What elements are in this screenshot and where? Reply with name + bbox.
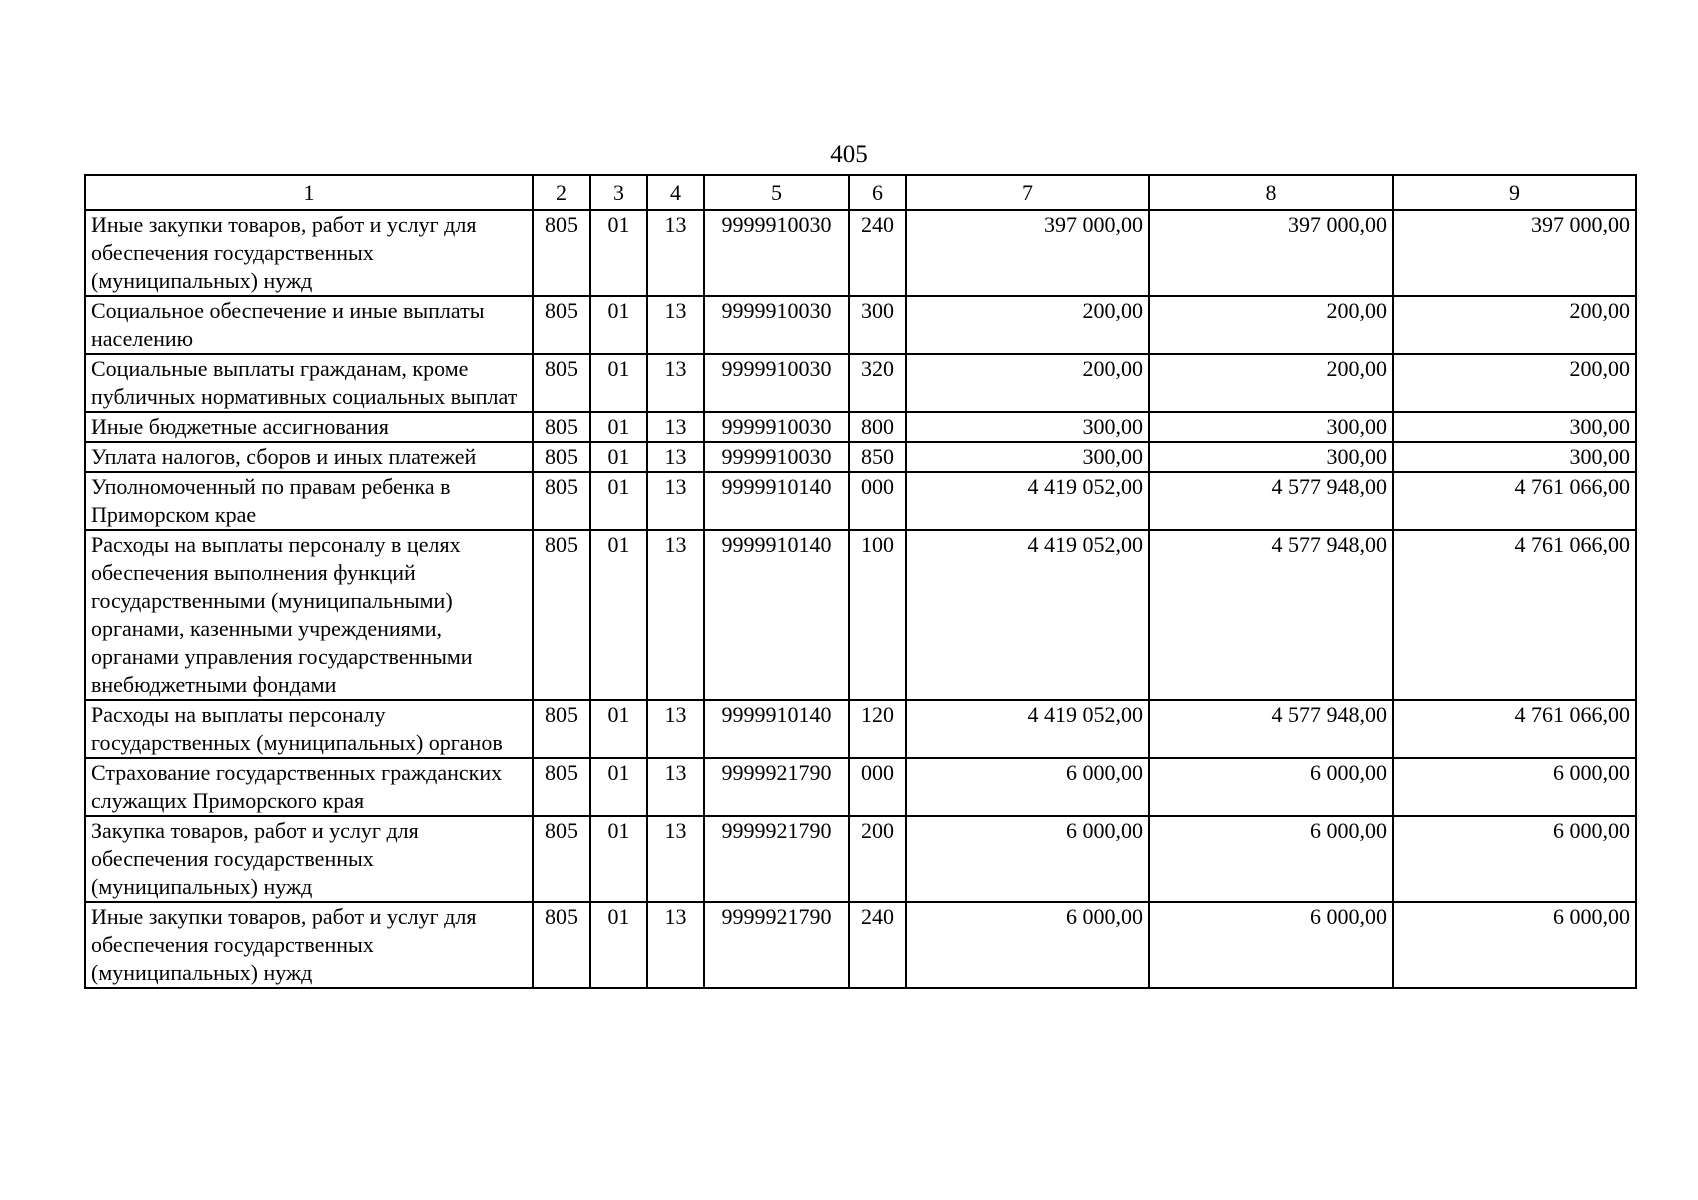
code-cell: 13 — [647, 442, 704, 472]
table-row — [85, 902, 1636, 988]
code-cell: 100 — [849, 530, 906, 700]
code-cell: 9999921790 — [704, 816, 849, 902]
amount-cell: 397 000,00 — [906, 210, 1149, 296]
budget-table — [84, 174, 1637, 989]
code-cell: 805 — [533, 442, 590, 472]
table-row — [85, 412, 1636, 442]
code-cell: 000 — [849, 472, 906, 530]
code-cell: 13 — [647, 472, 704, 530]
row-name: Иные бюджетные ассигнования — [85, 412, 533, 442]
code-cell: 01 — [590, 530, 647, 700]
amount-cell: 4 577 948,00 — [1149, 530, 1393, 700]
code-cell: 13 — [647, 758, 704, 816]
page-number: 405 — [830, 141, 868, 168]
amount-cell: 4 419 052,00 — [906, 700, 1149, 758]
code-cell: 805 — [533, 902, 590, 988]
amount-cell: 300,00 — [1149, 412, 1393, 442]
code-cell: 805 — [533, 354, 590, 412]
code-cell: 9999910140 — [704, 530, 849, 700]
row-name: Расходы на выплаты персоналу в целях обеспечения выполнения функций государственными (муниципальными) органами, казенными учреждениями, органами управления государственными внебюджетными фондами — [85, 530, 533, 700]
code-cell: 13 — [647, 354, 704, 412]
code-cell: 01 — [590, 700, 647, 758]
header-cell: 2 — [533, 175, 590, 210]
code-cell: 9999910030 — [704, 296, 849, 354]
table-row — [85, 354, 1636, 412]
row-name: Расходы на выплаты персоналу государственных (муниципальных) органов — [85, 700, 533, 758]
code-cell: 805 — [533, 530, 590, 700]
amount-cell: 397 000,00 — [1149, 210, 1393, 296]
table-row — [85, 442, 1636, 472]
header-cell: 9 — [1393, 175, 1636, 210]
row-name: Уплата налогов, сборов и иных платежей — [85, 442, 533, 472]
code-cell: 9999910140 — [704, 700, 849, 758]
amount-cell: 200,00 — [1149, 354, 1393, 412]
amount-cell: 6 000,00 — [1149, 902, 1393, 988]
amount-cell: 200,00 — [906, 354, 1149, 412]
code-cell: 120 — [849, 700, 906, 758]
code-cell: 13 — [647, 902, 704, 988]
code-cell: 01 — [590, 816, 647, 902]
amount-cell: 397 000,00 — [1393, 210, 1636, 296]
row-name: Иные закупки товаров, работ и услуг для обеспечения государственных (муниципальных) нужд — [85, 902, 533, 988]
code-cell: 13 — [647, 210, 704, 296]
code-cell: 01 — [590, 210, 647, 296]
header-row — [85, 175, 1636, 210]
code-cell: 9999910140 — [704, 472, 849, 530]
amount-cell: 6 000,00 — [906, 902, 1149, 988]
code-cell: 800 — [849, 412, 906, 442]
code-cell: 13 — [647, 700, 704, 758]
header-cell: 3 — [590, 175, 647, 210]
code-cell: 805 — [533, 700, 590, 758]
code-cell: 9999910030 — [704, 412, 849, 442]
code-cell: 13 — [647, 530, 704, 700]
table-row — [85, 816, 1636, 902]
code-cell: 805 — [533, 412, 590, 442]
header-cell: 1 — [85, 175, 533, 210]
table-row — [85, 758, 1636, 816]
table-row — [85, 700, 1636, 758]
amount-cell: 6 000,00 — [1393, 816, 1636, 902]
code-cell: 320 — [849, 354, 906, 412]
code-cell: 01 — [590, 758, 647, 816]
code-cell: 9999910030 — [704, 354, 849, 412]
table-row — [85, 472, 1636, 530]
header-cell: 5 — [704, 175, 849, 210]
row-name: Социальное обеспечение и иные выплаты населению — [85, 296, 533, 354]
header-cell: 6 — [849, 175, 906, 210]
amount-cell: 4 761 066,00 — [1393, 472, 1636, 530]
code-cell: 200 — [849, 816, 906, 902]
code-cell: 9999910030 — [704, 442, 849, 472]
code-cell: 850 — [849, 442, 906, 472]
amount-cell: 6 000,00 — [906, 758, 1149, 816]
code-cell: 13 — [647, 816, 704, 902]
code-cell: 13 — [647, 296, 704, 354]
amount-cell: 300,00 — [906, 442, 1149, 472]
amount-cell: 300,00 — [1393, 442, 1636, 472]
amount-cell: 4 577 948,00 — [1149, 472, 1393, 530]
code-cell: 9999910030 — [704, 210, 849, 296]
code-cell: 805 — [533, 758, 590, 816]
row-name: Закупка товаров, работ и услуг для обеспечения государственных (муниципальных) нужд — [85, 816, 533, 902]
amount-cell: 6 000,00 — [1149, 758, 1393, 816]
amount-cell: 4 419 052,00 — [906, 472, 1149, 530]
amount-cell: 200,00 — [1393, 296, 1636, 354]
code-cell: 805 — [533, 472, 590, 530]
code-cell: 01 — [590, 442, 647, 472]
code-cell: 805 — [533, 296, 590, 354]
code-cell: 01 — [590, 472, 647, 530]
code-cell: 9999921790 — [704, 902, 849, 988]
amount-cell: 4 419 052,00 — [906, 530, 1149, 700]
amount-cell: 4 577 948,00 — [1149, 700, 1393, 758]
code-cell: 300 — [849, 296, 906, 354]
amount-cell: 200,00 — [1149, 296, 1393, 354]
amount-cell: 200,00 — [1393, 354, 1636, 412]
row-name: Иные закупки товаров, работ и услуг для обеспечения государственных (муниципальных) нужд — [85, 210, 533, 296]
amount-cell: 6 000,00 — [1393, 758, 1636, 816]
amount-cell: 6 000,00 — [906, 816, 1149, 902]
amount-cell: 6 000,00 — [1149, 816, 1393, 902]
code-cell: 13 — [647, 412, 704, 442]
code-cell: 000 — [849, 758, 906, 816]
code-cell: 9999921790 — [704, 758, 849, 816]
amount-cell: 300,00 — [1149, 442, 1393, 472]
row-name: Страхование государственных гражданских служащих Приморского края — [85, 758, 533, 816]
table-row — [85, 210, 1636, 296]
code-cell: 01 — [590, 412, 647, 442]
amount-cell: 6 000,00 — [1393, 902, 1636, 988]
code-cell: 805 — [533, 210, 590, 296]
table-row — [85, 530, 1636, 700]
amount-cell: 300,00 — [906, 412, 1149, 442]
header-cell: 7 — [906, 175, 1149, 210]
code-cell: 240 — [849, 210, 906, 296]
code-cell: 805 — [533, 816, 590, 902]
amount-cell: 4 761 066,00 — [1393, 530, 1636, 700]
header-cell: 8 — [1149, 175, 1393, 210]
code-cell: 240 — [849, 902, 906, 988]
row-name: Уполномоченный по правам ребенка в Приморском крае — [85, 472, 533, 530]
code-cell: 01 — [590, 902, 647, 988]
amount-cell: 4 761 066,00 — [1393, 700, 1636, 758]
amount-cell: 200,00 — [906, 296, 1149, 354]
code-cell: 01 — [590, 354, 647, 412]
amount-cell: 300,00 — [1393, 412, 1636, 442]
table-row — [85, 296, 1636, 354]
row-name: Социальные выплаты гражданам, кроме публичных нормативных социальных выплат — [85, 354, 533, 412]
code-cell: 01 — [590, 296, 647, 354]
header-cell: 4 — [647, 175, 704, 210]
